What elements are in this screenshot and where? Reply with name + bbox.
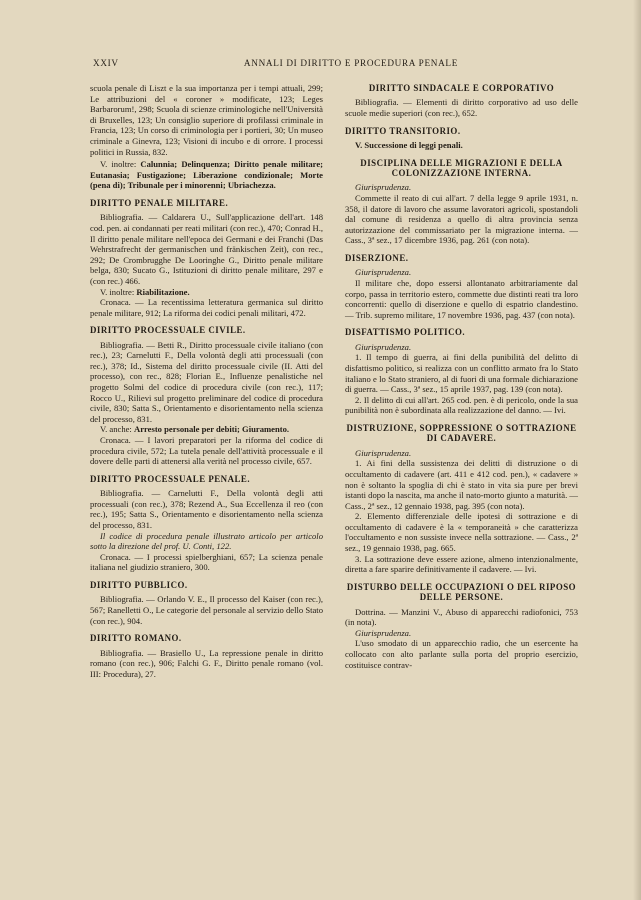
subheading-giurisprudenza: Giurisprudenza. xyxy=(355,341,412,352)
jurisprudence-entry: L'uso smodato di un apparecchio radio, che un esercente ha collocato con alto parlante sulla porta del proprio esercizio, costituisce contrav- xyxy=(345,638,578,670)
bibliography-entry: Bibliografia. — Brasiello U., La repressione penale in diritto romano (con rec.), 906; Falchi G. F., Diritto penale romano (vol. III: Procedura), 27. xyxy=(90,647,323,679)
section-title-diserzione: DISERZIONE. xyxy=(345,252,409,263)
jurisprudence-entry: 3. La sottrazione deve essere azione, almeno intenzionalmente, diretta a fare sparire definitivamente il cadavere. — Ivi. xyxy=(345,553,578,575)
bibliography-entry: Bibliografia. — Carnelutti F., Della volontà degli atti processuali (con rec.), 378; Rezend A., Sua Eccellenza il reo (con rec.), 195; Satta S., Orientamento e disorientamento nella scienza del processo, 831. xyxy=(90,488,323,530)
subheading-giurisprudenza: Giurisprudenza. xyxy=(355,267,412,278)
bibliography-entry: Bibliografia. — Elementi di diritto corporativo ad uso delle scuole medie superiori (con rec.), 652. xyxy=(345,97,578,118)
see-also-paragraph xyxy=(90,287,323,298)
section-title-disciplina-migrazioni: DISCIPLINA DELLE MIGRAZIONI E DELLA COLONIZZAZIONE INTERNA. xyxy=(360,157,563,178)
continued-paragraph: scuola penale di Liszt e la sua importanza per i tempi attuali, 299; Le attribuzioni del « coroner » modificate, 123; Leges Barbarorum!, 298; Scuola di scienze criminologiche nell'Università di Bruxelles, 123; Un consiglio superiore di profilassi criminale in Francia, 123; Un corso di criminologia per i portieri, 30; Un museo criminale a Ginevra, 123; Visioni di incubo e di orrore. I processi politici in Russia, 832. xyxy=(90,83,323,157)
cronaca-entry: Cronaca. — La recentissima letteratura germanica sul diritto penale militare, 912; La riforma dei codici penali militari, 472. xyxy=(90,297,323,318)
see-also-terms: Arresto personale per debiti; Giuramento. xyxy=(133,424,290,435)
codice-entry: Il codice di procedura penale illustrato articolo per articolo sotto la direzione del prof. U. Conti, 122. xyxy=(90,530,323,552)
jurisprudence-entry: Il militare che, dopo essersi allontanato arbitrariamente dal corpo, passa in territorio estero, commette due distinti reati tra loro concorrenti: quello di diserzione e quello di espatrio clandestino. — Trib. supremo militare, 17 novembre 1936, pag. 437 (con nota). xyxy=(345,277,578,320)
see-also-paragraph xyxy=(90,159,323,191)
subheading-giurisprudenza: Giurisprudenza. xyxy=(355,627,412,638)
section-title-diritto-pubblico: DIRITTO PUBBLICO. xyxy=(90,579,188,590)
page-fold-shadow xyxy=(633,0,641,900)
section-title-disturbo-occupazioni: DISTURBO DELLE OCCUPAZIONI O DEL RIPOSO DELLE PERSONE. xyxy=(346,581,577,603)
jurisprudence-entry: Commette il reato di cui all'art. 7 della legge 9 aprile 1931, n. 358, il datore di lavoro che assume lavoratori agricoli, spostandoli dal comune di residenza a quello di altra provincia senza autorizzazione del commissariato per la migrazione interna. — Cass., 3ª sez., 17 dicembre 1936, pag. 261 (con nota). xyxy=(345,193,578,246)
bibliography-entry: Bibliografia. — Orlando V. E., Il processo del Kaiser (con rec.), 567; Ranelletti O., Le categorie del personale al servizio dello Stato (con rec.), 904. xyxy=(90,594,323,626)
subheading-giurisprudenza: Giurisprudenza. xyxy=(355,447,412,458)
see-also-terms: Riabilitazione. xyxy=(136,286,190,297)
section-title-diritto-transitorio: DIRITTO TRANSITORIO. xyxy=(345,125,461,136)
section-title-disfattismo-politico: DISFATTISMO POLITICO. xyxy=(345,327,466,338)
section-title-distruzione-cadavere: DISTRUZIONE, SOPPRESSIONE O SOTTRAZIONE DI CADAVERE. xyxy=(346,422,577,444)
see-also-paragraph xyxy=(90,424,323,435)
jurisprudence-entry: 2. Elemento differenziale delle ipotesi di sottrazione e di occultamento di cadavere è la « temporaneità » che caratterizza l'occultamento e non sussiste invece nella sottrazione. — Cass., 2ª sez., 19 gennaio 1938, pag. 665. xyxy=(345,511,578,554)
jurisprudence-entry: 1. Il tempo di guerra, ai fini della punibilità del delitto di disfattismo politico, si realizza con un conflitto armato fra lo Stato italiano e lo Stato straniero, al di fuori di una formale dichiarazione di guerra. — Cass., 3ª sez., 15 aprile 1937, pag. 139 (con nota). xyxy=(345,352,578,395)
bibliography-entry: Bibliografia. — Caldarera U., Sull'applicazione dell'art. 148 cod. pen. ai condannati per reati militari (con rec.), 470; Conrad H., Il diritto penale militare nell'epoca dei Germani e dei Franchi (Das Wehrstrafrecht der germanischen und fränkischen Zeit), con rec., 292; De Crombrugghe De Looringhe G., Diritto penale militare belga, 830; Sucato G., Istituzioni di diritto penale militare, 297 e (con rec.) 466. xyxy=(90,212,323,286)
running-title: ANNALI DI DIRITTO E PROCEDURA PENALE xyxy=(243,58,459,68)
jurisprudence-entry: 2. Il delitto di cui all'art. 265 cod. pen. è di pericolo, onde la sua punibilità non è subordinata alla realizzazione del danno. — Ivi. xyxy=(345,394,578,416)
cronaca-entry: Cronaca. — I lavori preparatori per la riforma del codice di procedura civile, 572; La tutela penale dell'attività processuale e il dovere delle parti di attenersi alla verità nel processo civile, 657. xyxy=(90,435,323,467)
right-column xyxy=(345,83,578,670)
jurisprudence-entry: 1. Ai fini della sussistenza dei delitti di distruzione o di occultamento di cadavere (art. 411 e 412 cod. pen.), « cadavere » non è soltanto la spoglia di chi è stato in vita sia pure per brevi istanti dopo la nascita, ma anche il nato-morto giunto a maturità. — Cass., 2ª sez., 12 gennaio 1938, pag. 395 (con nota). xyxy=(345,458,578,511)
see-also-terms: Calunnia; Delinquenza; Diritto penale militare; Eutanasia; Fustigazione; Liberazione condizionale; Morte (pena di); Tribunale per i minorenni; Ubriachezza. xyxy=(90,159,323,191)
subheading-giurisprudenza: Giurisprudenza. xyxy=(355,182,412,193)
left-column xyxy=(90,83,323,679)
see-also-label: V. inoltre: xyxy=(100,159,137,170)
bibliography-entry: Bibliografia. — Betti R., Diritto processuale civile italiano (con rec.), 23; Carnelutti F., Della volontà degli atti processuali (con rec.), 378; Id., Sistema del diritto processuale civile (II. Atti del processo), con rec., 828; Florian E., Influenze penalistiche nel progetto Solmi del codice di procedura civile (con rec.), 117; Rocco U., Rilievi sul progetto preliminare del codice di procedura civile, 830; Satta S., Orientamento e disorientamento nella scienza del processo, 831. xyxy=(90,339,323,424)
see-also-label: V. inoltre: xyxy=(100,286,135,297)
section-title-diritto-penale-militare: DIRITTO PENALE MILITARE. xyxy=(90,197,229,208)
see-also-terms: V. Successione di leggi penali. xyxy=(355,140,463,150)
see-also-label: V. anche: xyxy=(100,424,132,435)
cronaca-entry: Cronaca. — I processi spielberghiani, 657; La scienza penale italiana nel giudizio straniero, 300. xyxy=(90,551,323,573)
section-title-diritto-sindacale: DIRITTO SINDACALE E CORPORATIVO xyxy=(368,83,555,93)
page-number: XXIV xyxy=(93,58,119,68)
section-title-diritto-romano: DIRITTO ROMANO. xyxy=(90,633,182,644)
dottrina-entry: Dottrina. — Manzini V., Abuso di apparecchi radiofonici, 753 (in nota). xyxy=(345,606,578,628)
section-title-diritto-processuale-civile: DIRITTO PROCESSUALE CIVILE. xyxy=(90,325,246,336)
section-title-diritto-processuale-penale: DIRITTO PROCESSUALE PENALE. xyxy=(90,473,251,484)
running-header xyxy=(93,58,571,72)
